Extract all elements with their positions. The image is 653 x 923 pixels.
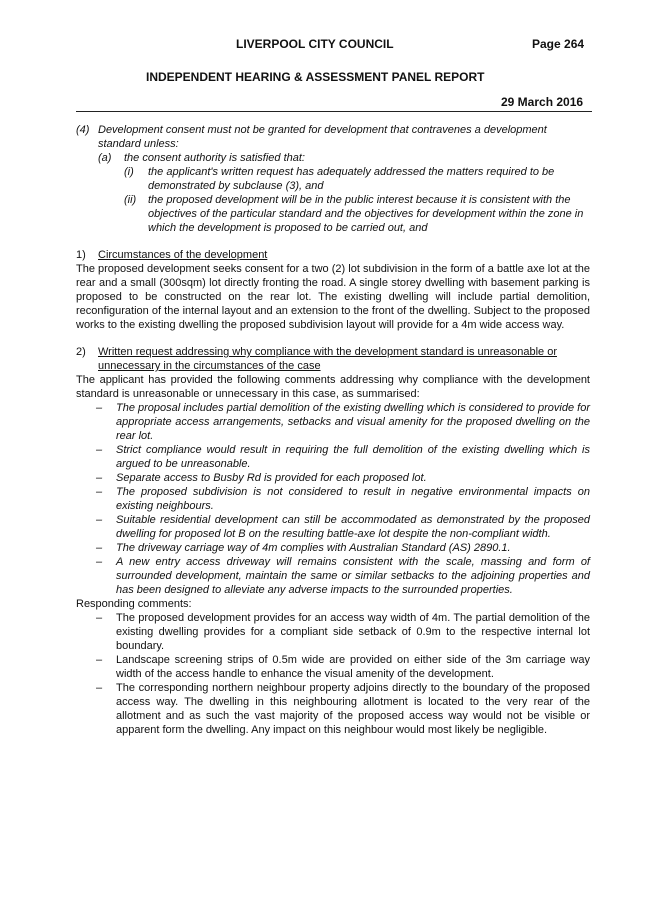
list-item: – Suitable residential development can still be accommodated as demonstrated by the proposed dwelling for proposed lot B on the resulting battle-axe lot despite the non-compliant width.: [96, 513, 590, 541]
clause-4a-i: [124, 165, 590, 193]
list-item: – Strict compliance would result in requiring the full demolition of the existing dwelling which is argued to be unreasonable.: [96, 443, 590, 471]
clause-4-text: Development consent must not be granted for development that contravenes a development standard unless:: [98, 124, 547, 150]
clause-4: [76, 123, 590, 151]
page-number: Page 264: [532, 37, 585, 51]
list-item: – A new entry access driveway will remains consistent with the scale, massing and form of surrounded development, maintain the same or similar setbacks to the adjoining properties and has been designed to alleviate any adverse impacts to the surrounded properties.: [96, 555, 590, 597]
list-item: – The proposal includes partial demolition of the existing dwelling which is considered to provide for appropriate access arrangements, setbacks and visual amenity for the proposed dwelling on the rear lot.: [96, 401, 590, 443]
section-1-title: Circumstances of the development: [98, 249, 268, 261]
report-body: [76, 123, 590, 737]
list-item: – The driveway carriage way of 4m complies with Australian Standard (AS) 2890.1.: [96, 541, 590, 555]
list-item: – The corresponding northern neighbour property adjoins directly to the boundary of the proposed access way. The dwelling in this neighbouring allotment is located to the very rear of the allotment and as such the vast majority of the proposed access way would not be visible or apparent form the dwelling. Any impact on this neighbour would most likely be negligible.: [96, 681, 590, 737]
clause-4a-ii-number: (ii): [124, 194, 137, 206]
responding-points-list: [76, 611, 590, 737]
list-item: – Separate access to Busby Rd is provided for each proposed lot.: [96, 471, 590, 485]
report-title: INDEPENDENT HEARING & ASSESSMENT PANEL REPORT: [146, 70, 485, 84]
clause-4a-number: (a): [98, 152, 112, 164]
section-1-heading: [76, 248, 590, 262]
clause-4a-i-text: the applicant's written request has adequately addressed the matters required to be demonstrated by subclause (3), and: [148, 166, 555, 192]
clause-4a-text: the consent authority is satisfied that:: [124, 152, 305, 164]
section-2-number: 2): [76, 346, 86, 358]
section-2-title: Written request addressing why compliance with the development standard is unreasonable or unnecessary in the circumstances of the case: [98, 346, 557, 372]
section-2-intro: The applicant has provided the following comments addressing why compliance with the development standard is unreasonable or unnecessary in this case, as summarised:: [76, 374, 590, 400]
clause-4a-i-number: (i): [124, 166, 134, 178]
clause-4a: [98, 151, 590, 165]
applicant-points-list: [76, 401, 590, 597]
list-item: – The proposed subdivision is not considered to result in negative environmental impacts on existing neighbours.: [96, 485, 590, 513]
list-item: – The proposed development provides for an access way width of 4m. The partial demolition of the existing dwelling provides for a compliant side setback of 0.9m to the respective internal lot boundary.: [96, 611, 590, 653]
clause-4-number: (4): [76, 124, 90, 136]
council-name: LIVERPOOL CITY COUNCIL: [236, 37, 394, 51]
section-2-heading: [76, 345, 590, 373]
report-date: 29 March 2016: [501, 95, 584, 109]
responding-label: Responding comments:: [76, 598, 192, 610]
list-item: – Landscape screening strips of 0.5m wide are provided on either side of the 3m carriage way width of the access handle to enhance the visual amenity of the development.: [96, 653, 590, 681]
section-1-number: 1): [76, 249, 86, 261]
clause-4a-ii-text: the proposed development will be in the public interest because it is consistent with the objectives of the particular standard and the objectives for development within the zone in which the development is proposed to be carried out, and: [148, 194, 584, 234]
clause-4a-ii: [124, 193, 590, 235]
header-rule: [76, 111, 592, 112]
section-1-paragraph: The proposed development seeks consent for a two (2) lot subdivision in the form of a battle axe lot at the rear and a small (300sqm) lot directly fronting the road. A single storey dwelling with basement parking is proposed to be constructed on the rear lot. The existing dwelling will include partial demolition, reconfiguration of the internal layout and an extension to the front of the dwelling. Subject to the proposed works to the existing dwelling the proposed subdivision layout will provide for a 4m wide access way.: [76, 263, 590, 331]
